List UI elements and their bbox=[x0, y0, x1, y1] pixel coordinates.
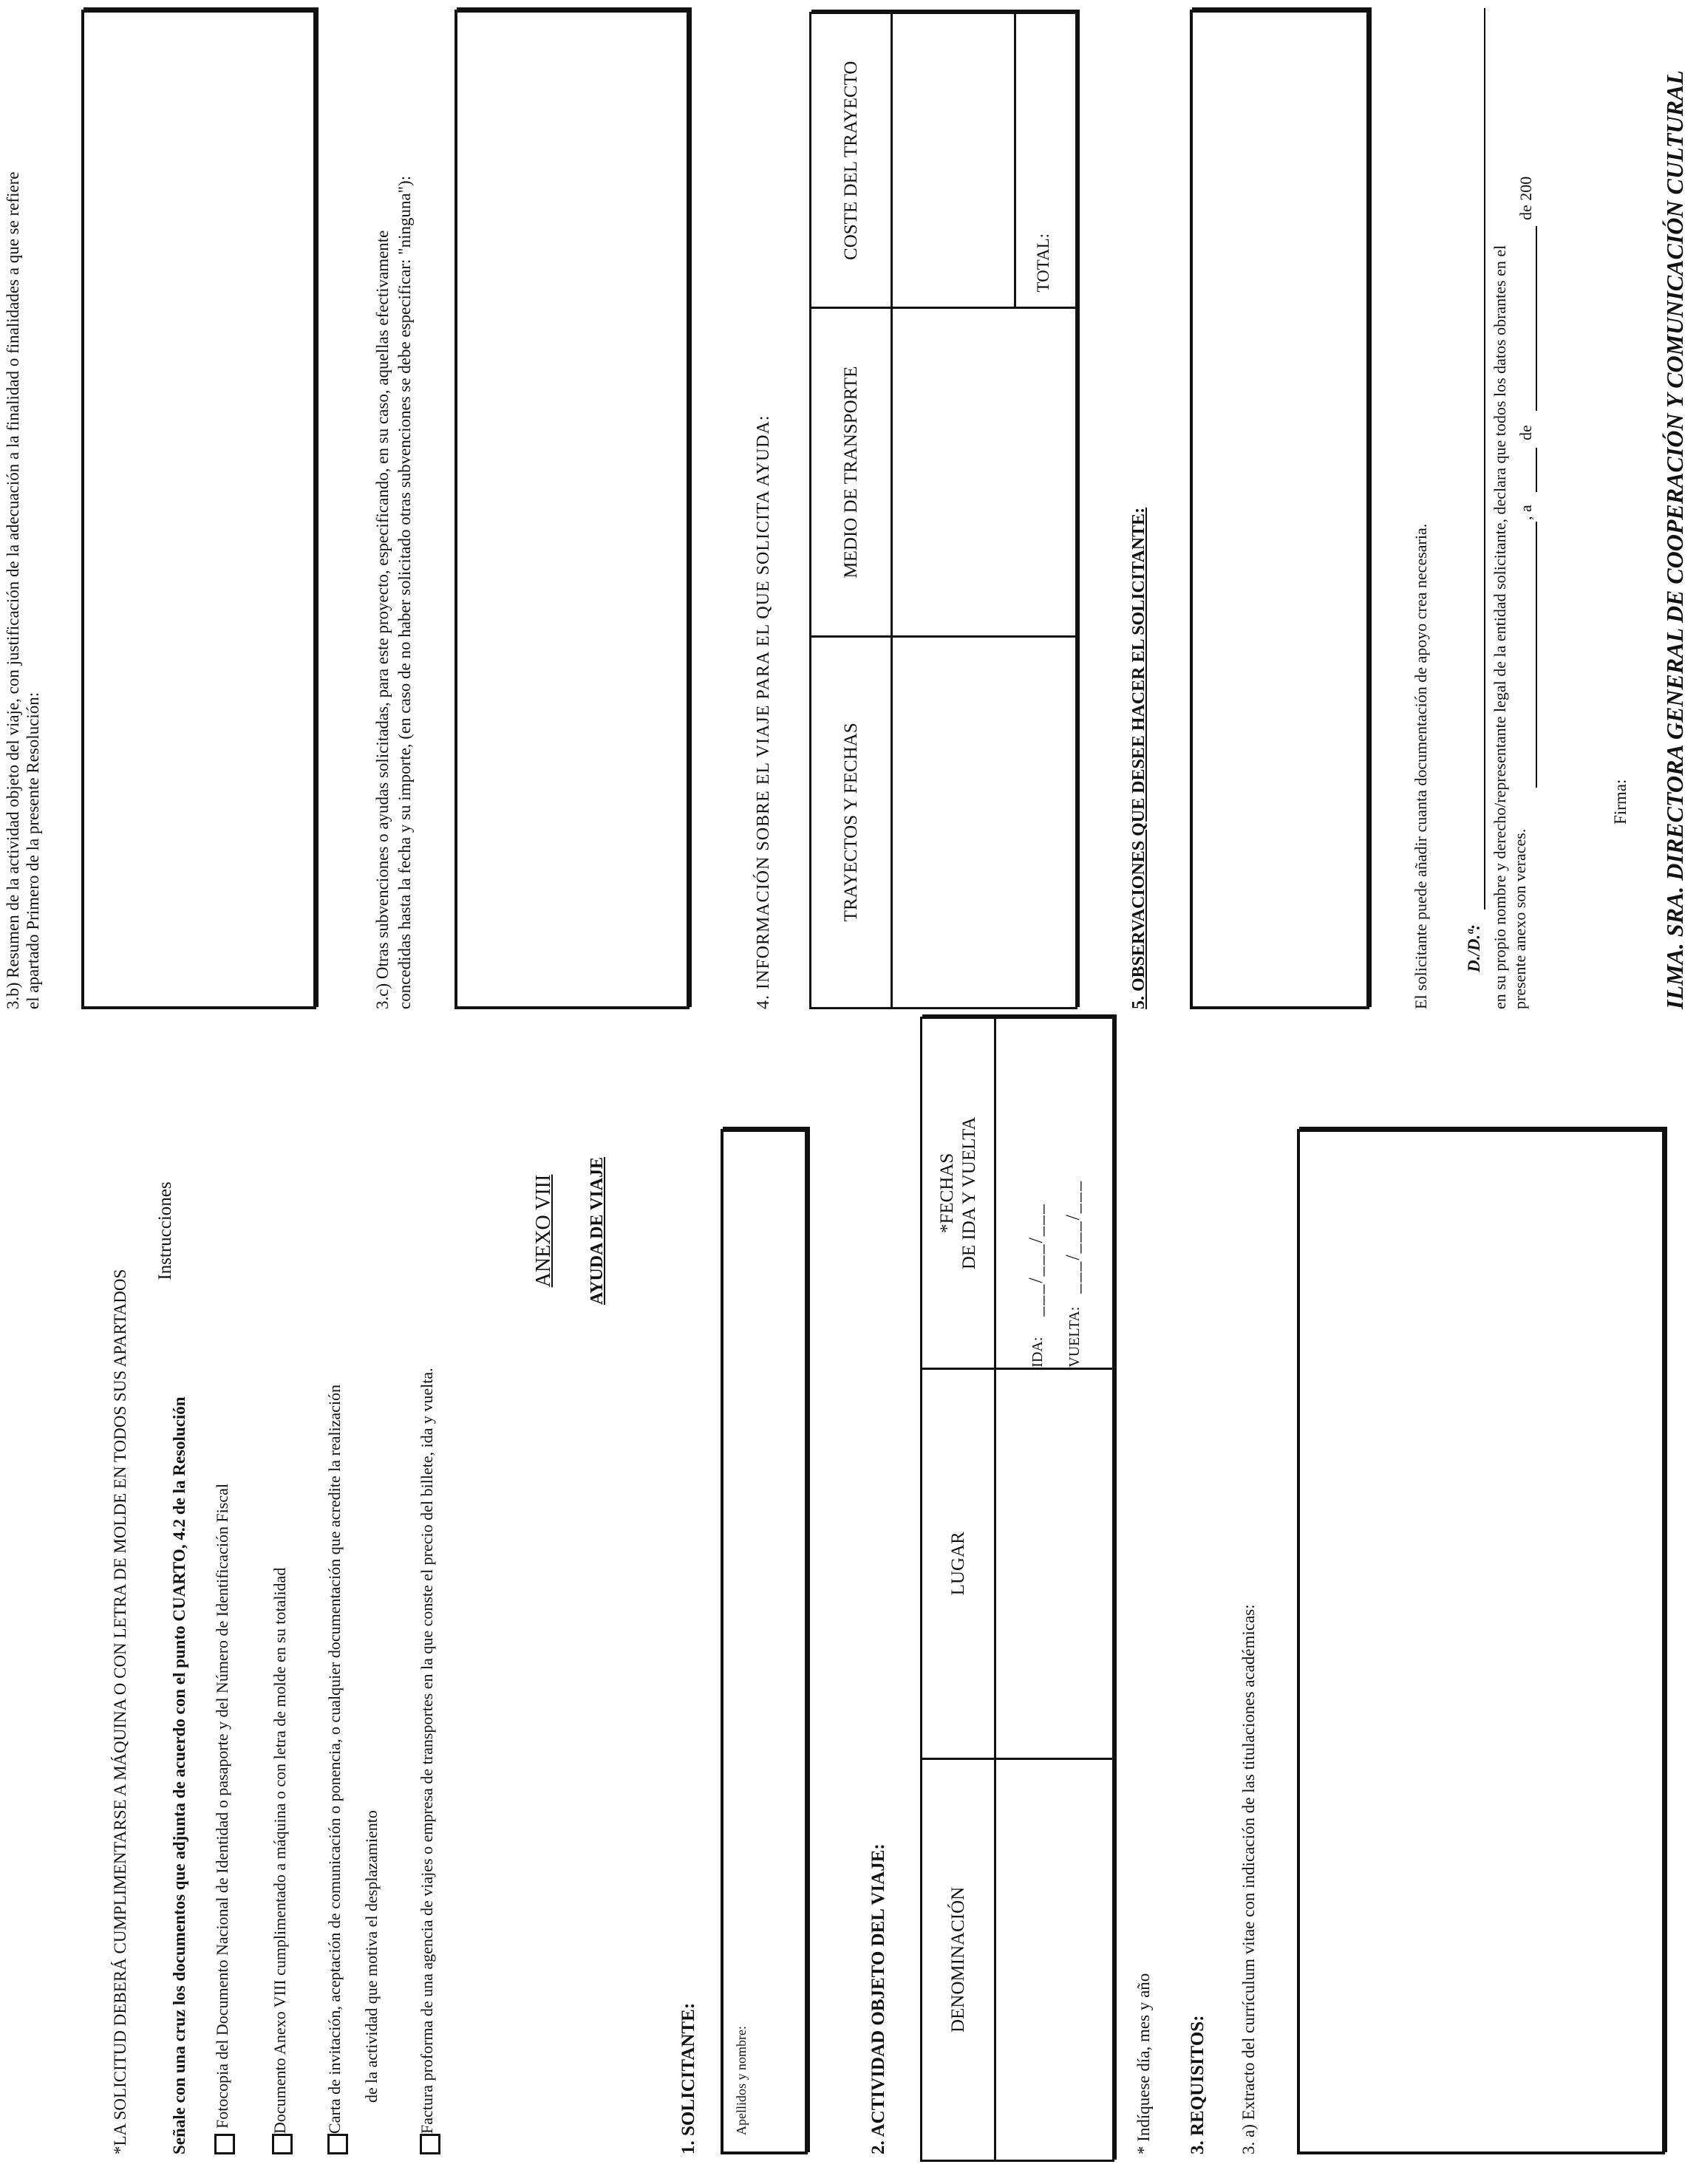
header-denominacion: DENOMINACIÓN bbox=[922, 1758, 995, 2160]
denominacion-cell[interactable] bbox=[995, 1758, 1114, 2160]
section3c-line1: 3.c) Otras subvenciones o ayudas solicitadas, para este proyecto, especificando, en su caso, aquellas efectivamente bbox=[373, 230, 392, 1009]
section4-title: 4. INFORMACIÓN SOBRE EL VIAJE PARA EL QUE SOLICITA AYUDA: bbox=[754, 414, 773, 1009]
declaration-line1: en su propio nombre y derecho/representante legal de la entidad solicitante, declara que todos los datos obrantes en el bbox=[1491, 245, 1509, 1009]
day-line[interactable] bbox=[1536, 448, 1537, 492]
solicitante-box[interactable] bbox=[721, 1129, 808, 2154]
ida-date-mask: ___/___/___ bbox=[1024, 1203, 1046, 1317]
vuelta-label: VUELTA: bbox=[1066, 1306, 1083, 1368]
header-fechas-line1: *FECHAS bbox=[936, 1153, 957, 1234]
date-a-text: , a bbox=[1516, 505, 1535, 520]
vuelta-date-mask: ___/___/___ bbox=[1061, 1180, 1083, 1294]
place-line[interactable] bbox=[1536, 522, 1537, 788]
section3c-line2: concedidas hasta la fecha y su importe, (en caso de no haber solicitado otras subvenciones se debe especificar: "ninguna"): bbox=[395, 175, 414, 1009]
declaration-line2: presente anexo son veraces. bbox=[1511, 828, 1529, 1009]
checklist-intro: Señale con una cruz los documentos que adjunta de acuerdo con el punto CUARTO, 4.2 de la Resolución bbox=[170, 1396, 188, 2154]
total-label: TOTAL: bbox=[1034, 233, 1052, 293]
section2-title: 2. ACTIVIDAD OBJETO DEL VIAJE: bbox=[868, 1843, 888, 2154]
header-coste: COSTE DEL TRAYECTO bbox=[811, 13, 892, 308]
ida-label: IDA: bbox=[1029, 1337, 1046, 1368]
note-text: El solicitante puede añadir cuanta documentación de apoyo crea necesaria. bbox=[1412, 523, 1430, 1009]
header-lugar: LUGAR bbox=[922, 1368, 995, 1758]
section3b-line1: 3.b) Resumen de la actividad objeto del viaje, con justificación de la adecuación a la finalidad o finalidades a que se refiere bbox=[4, 171, 22, 1009]
dd-name-line[interactable] bbox=[1484, 8, 1485, 910]
header-fechas bbox=[922, 1018, 995, 1369]
checkbox-carta[interactable] bbox=[327, 2134, 348, 2154]
firma-label: Firma: bbox=[1611, 779, 1630, 825]
date-de-text: de bbox=[1516, 425, 1535, 440]
instrucciones-title: Instrucciones bbox=[155, 1181, 175, 1280]
header-trayectos: TRAYECTOS Y FECHAS bbox=[811, 636, 892, 1008]
month-line[interactable] bbox=[1536, 226, 1537, 411]
checklist-item-dni: Fotocopia del Documento Nacional de Identidad o pasaporte y del Número de Identificación Fiscal bbox=[213, 1484, 231, 2129]
actividad-table bbox=[920, 1017, 1114, 2162]
checklist-item-anexo: Documento Anexo VIII cumplimentado a máquina o con letra de molde en su totalidad bbox=[270, 1567, 289, 2134]
warning-text: *LA SOLICITUD DEBERÁ CUMPLIMENTARSE A MÁQUINA O CON LETRA DE MOLDE EN TODOS SUS APARTADOS bbox=[111, 1269, 129, 2154]
medio-cell[interactable] bbox=[892, 308, 1077, 636]
checklist-item-carta: Carta de invitación, aceptación de comunicación o ponencia, o cualquier documentación que acredite la realización bbox=[325, 1385, 344, 2134]
header-medio: MEDIO DE TRANSPORTE bbox=[811, 308, 892, 636]
dd-label: D./D.ª: bbox=[1465, 924, 1483, 972]
section1-title: 1. SOLICITANTE: bbox=[678, 2002, 698, 2154]
section5-title: 5. OBSERVACIONES QUE DESEE HACER EL SOLICITANTE: bbox=[1129, 507, 1148, 1009]
addressee: ILMA. SRA. DIRECTORA GENERAL DE COOPERACIÓN Y COMUNICACIÓN CULTURAL bbox=[1661, 70, 1688, 1009]
section3-title: 3. REQUISITOS: bbox=[1188, 2015, 1208, 2154]
subvenciones-box[interactable] bbox=[454, 10, 690, 1009]
anexo-title: ANEXO VIII bbox=[532, 1174, 555, 1288]
section3b-line2: el apartado Primero de la presente Resolución: bbox=[24, 692, 42, 1009]
footnote: * Indíquese día, mes y año bbox=[1134, 1973, 1153, 2154]
date-year-text: de 200 bbox=[1516, 176, 1535, 220]
coste-cell[interactable] bbox=[892, 13, 1077, 308]
observaciones-box[interactable] bbox=[1190, 10, 1369, 1009]
apellidos-label: Apellidos y nombre: bbox=[734, 2026, 749, 2135]
resumen-box[interactable] bbox=[81, 10, 316, 1009]
fechas-cell[interactable] bbox=[995, 1018, 1114, 1369]
checkbox-dni[interactable] bbox=[214, 2134, 235, 2154]
curriculum-box[interactable] bbox=[1297, 1129, 1665, 2154]
lugar-cell[interactable] bbox=[995, 1368, 1114, 1758]
checkbox-anexo[interactable] bbox=[272, 2134, 293, 2154]
checklist-item-carta-cont: de la actividad que motiva el desplazamiento bbox=[362, 1810, 381, 2103]
section3a-label: 3. a) Extracto del currículum vitae con indicación de las titulaciones académicas: bbox=[1239, 1604, 1258, 2154]
anexo-subtitle: AYUDA DE VIAJE bbox=[588, 1156, 607, 1306]
trayectos-cell[interactable] bbox=[892, 636, 1077, 1008]
header-fechas-line2: DE IDA Y VUELTA bbox=[959, 1116, 979, 1270]
checkbox-factura[interactable] bbox=[420, 2134, 440, 2154]
viaje-table bbox=[809, 12, 1077, 1009]
checklist-item-factura: Factura proforma de una agencia de viajes o empresa de transportes en la que conste el precio del billete, ida y vuelta. bbox=[418, 1368, 436, 2134]
